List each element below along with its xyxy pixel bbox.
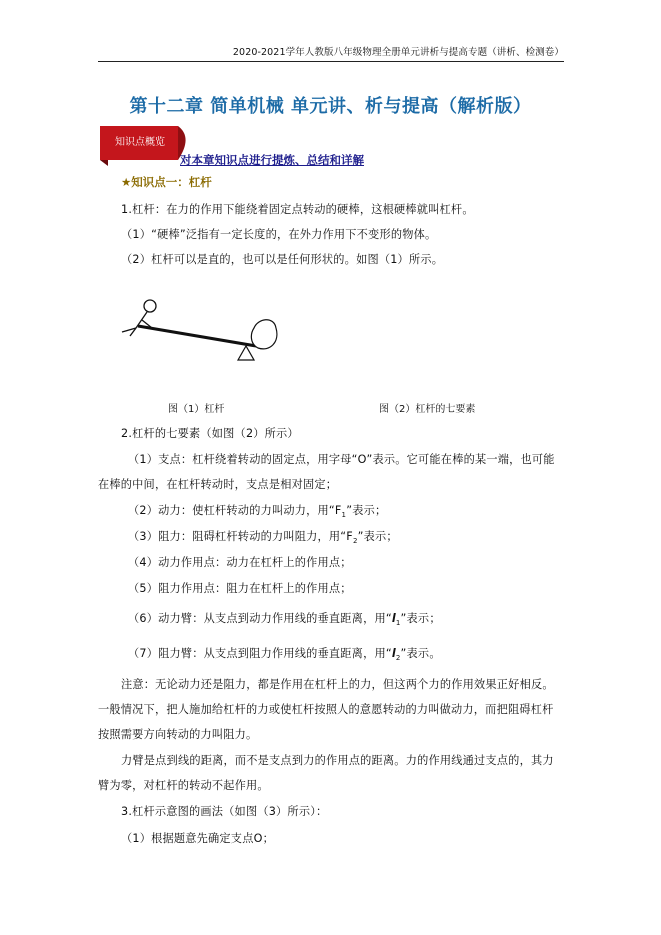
paragraph-line: （4）动力作用点：动力在杠杆上的作用点； [128,556,352,569]
section-badge-label: 知识点概览 [115,137,165,148]
knowledge-point-title: ★知识点一：杠杆 [121,175,212,189]
paragraph-line: （2）杠杆可以是直的，也可以是任何形状的。如图（1）所示。 [121,253,444,266]
paragraph-line: （1）支点：杠杆绕着转动的固定点，用字母“O”表示。它可能在棒的某一端，也可能 [128,453,555,466]
paragraph-line: 1.杠杆：在力的作用下能绕着固定点转动的硬棒，这根硬棒就叫杠杆。 [121,203,474,216]
lever-figure [118,292,278,364]
arm-l1-line: （6）动力臂：从支点到动力作用线的垂直距离，用“$l_1$”表示； [128,612,441,628]
arm-l2-line: （7）阻力臂：从支点到阻力作用线的垂直距离，用“$l_2$”表示。 [128,647,441,663]
page-title: 第十二章 简单机械 单元讲、析与提高（解析版） [129,96,532,117]
paragraph-line: 3.杠杆示意图的画法（如图（3）所示）： [121,805,328,818]
page-header: 2020-2021学年人教版八年级物理全册单元讲析与提高专题（讲析、检测卷） [98,44,564,62]
paragraph-line: 在棒的中间，在杠杆转动时，支点是相对固定； [98,478,338,491]
figure-1-caption: 图（1）杠杆 [168,404,225,415]
paragraph-line: 2.杠杆的七要素（如图（2）所示） [121,427,299,440]
paragraph-line: 按照需要方向转动的力叫阻力。 [98,728,258,741]
paragraph-line: （5）阻力作用点：阻力在杠杆上的作用点； [128,582,352,595]
paragraph-line: 臂为零，对杠杆的转动不起作用。 [98,779,269,792]
section-subtitle: 对本章知识点进行提炼、总结和详解 [180,153,364,167]
paragraph-line: （1）“硬棒”泛指有一定长度的，在外力作用下不变形的物体。 [121,228,437,241]
figure-2-caption: 图（2）杠杆的七要素 [379,404,476,415]
paragraph-line: 注意：无论动力还是阻力，都是作用在杠杆上的力，但这两个力的作用效果正好相反。 [121,678,554,691]
force-f1-line: （2）动力：使杠杆转动的力叫动力，用“$F_1$”表示； [128,504,387,520]
paragraph-line: （1）根据题意先确定支点O； [121,832,274,845]
force-f2-line: （3）阻力：阻碍杠杆转动的力叫阻力，用“$F_2$”表示； [128,530,398,546]
paragraph-line: 一般情况下，把人施加给杠杆的力或使杠杆按照人的意愿转动的力叫做动力，而把阻碍杠杆 [98,703,554,716]
paragraph-line: 力臂是点到线的距离，而不是支点到力的作用点的距离。力的作用线通过支点的，其力 [121,754,554,767]
